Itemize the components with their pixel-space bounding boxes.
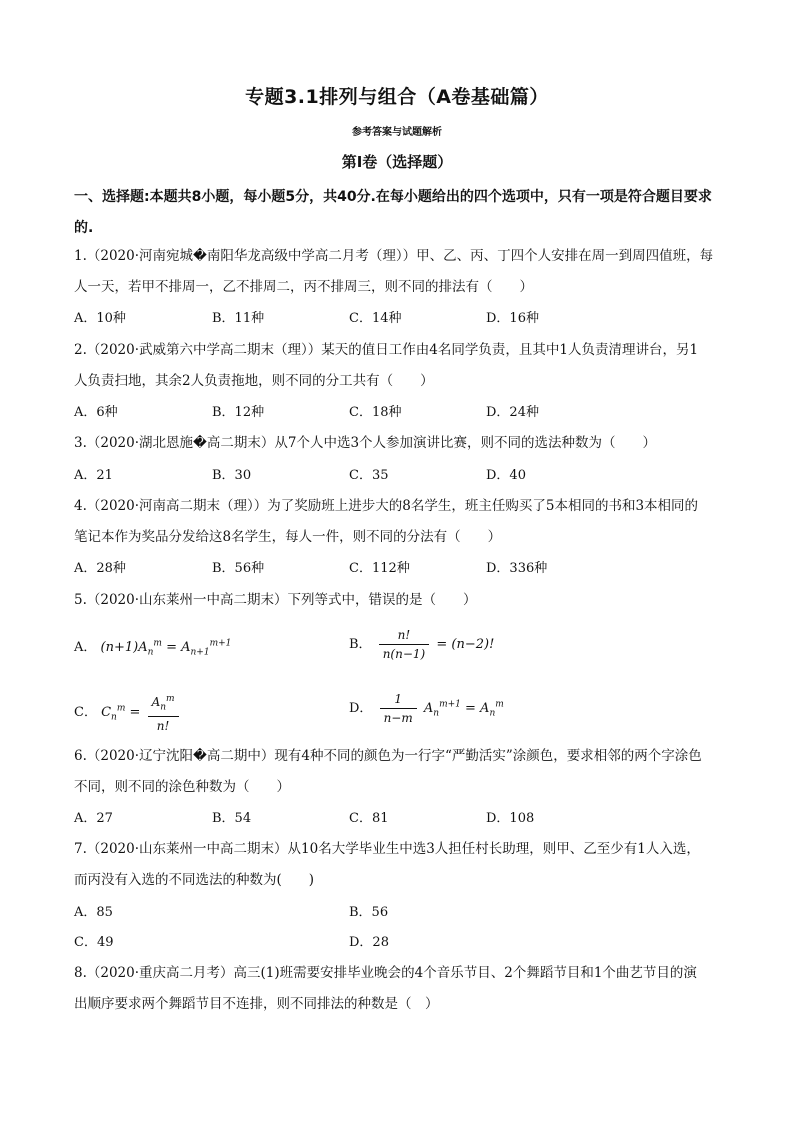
question-7-line2: 而丙没有入选的不同选法的种数为( ) <box>74 872 315 888</box>
question-2-option-b[interactable]: B．12种 <box>212 405 265 420</box>
question-3-option-d[interactable]: D．40 <box>486 468 526 483</box>
question-2-option-d[interactable]: D．24种 <box>486 405 539 420</box>
question-2-line1: 2.（2020·武威第六中学高二期末（理））某天的值日工作由4名同学负责，且其中1人负责清理讲台，另1 <box>74 342 699 358</box>
question-1-option-d[interactable]: D．16种 <box>486 311 539 326</box>
question-1-option-a[interactable]: A．10种 <box>74 311 126 326</box>
question-5-option-c-label: C． <box>74 705 97 721</box>
question-4-line2: 笔记本作为奖品分发给这8名学生，每人一件，则不同的分法有（ ） <box>74 529 502 545</box>
question-5-option-c[interactable] <box>74 690 182 735</box>
question-6-option-d[interactable]: D．108 <box>486 811 535 826</box>
question-6-option-b[interactable]: B．54 <box>212 811 252 826</box>
question-6 <box>74 741 724 803</box>
question-4-option-a[interactable]: A．28种 <box>74 561 126 576</box>
question-5-option-d-rhs: $A_n^{m+1} = A_n^m$ <box>423 699 504 719</box>
question-1-line1: 1.（2020·河南宛城�南阳华龙高级中学高二月考（理））甲、乙、丙、丁四个人安排在周一到周四值班，每 <box>74 248 714 264</box>
question-5-option-a-formula: $(n+1)A_n^m = A_{n+1}^{m+1}$ <box>100 638 232 658</box>
question-5-option-b-fraction: $\frac{n!}{n(n-1)}$ <box>379 626 430 663</box>
question-4-option-c[interactable]: C．112种 <box>349 561 410 576</box>
question-5-option-c-fraction: $\frac{A_n^m}{n!}$ <box>148 690 179 735</box>
question-7-option-c[interactable]: C．49 <box>74 935 114 950</box>
question-5-option-d[interactable] <box>349 690 504 727</box>
question-5-option-b-rhs: = (n−2)! <box>436 637 495 652</box>
question-1 <box>74 241 724 303</box>
question-5-line1: 5.（2020·山东莱州一中高二期末）下列等式中，错误的是（ ） <box>74 592 477 608</box>
question-3-option-c[interactable]: C．35 <box>349 468 389 483</box>
question-5-option-a[interactable] <box>74 636 231 658</box>
question-7-option-d[interactable]: D．28 <box>349 935 389 950</box>
question-7-options-row1 <box>74 901 724 923</box>
question-7-options-row2 <box>74 931 724 953</box>
question-5-options-row2 <box>74 692 724 734</box>
question-5-option-b[interactable] <box>349 626 494 663</box>
question-5-option-d-fraction: $\frac{1}{n-m}$ <box>380 690 417 727</box>
question-1-option-c[interactable]: C．14种 <box>349 311 402 326</box>
question-1-option-b[interactable]: B．11种 <box>212 311 265 326</box>
question-7 <box>74 834 724 896</box>
question-4-line1: 4.（2020·河南高二期末（理））为了奖励班上进步大的8名学生，班主任购买了5本相同的书和3本相同的 <box>74 498 699 514</box>
section-heading <box>74 182 724 244</box>
question-6-line1: 6.（2020·辽宁沈阳�高二期中）现有4种不同的颜色为一行字“严勤活实”涂颜色，要求相邻的两个字涂色 <box>74 748 702 764</box>
volume-heading: 第Ⅰ卷（选择题） <box>341 153 453 171</box>
question-2-option-c[interactable]: C．18种 <box>349 405 402 420</box>
question-8-line2: 出顺序要求两个舞蹈节目不连排，则不同排法的种数是（ ） <box>74 996 439 1012</box>
question-5-option-b-label: B． <box>349 637 372 652</box>
question-1-options <box>74 307 724 329</box>
question-3-options <box>74 464 724 486</box>
question-6-option-c[interactable]: C．81 <box>349 811 389 826</box>
section-heading-line2: 的. <box>74 220 94 236</box>
question-7-option-a[interactable]: A．85 <box>74 905 113 920</box>
question-2 <box>74 335 724 397</box>
question-6-line2: 不同，则不同的涂色种数为（ ） <box>74 779 290 795</box>
question-5-option-c-lhs: $C_n^m$ = <box>101 703 141 723</box>
question-5-option-d-label: D． <box>349 701 373 716</box>
question-4-option-b[interactable]: B．56种 <box>212 561 265 576</box>
question-8-line1: 8.（2020·重庆高二月考）高三(1)班需要安排毕业晚会的4个音乐节目、2个舞蹈节目和1个曲艺节目的演 <box>74 965 697 981</box>
question-5 <box>74 585 724 616</box>
question-5-option-a-label: A． <box>74 640 97 655</box>
question-7-option-b[interactable]: B．56 <box>349 905 389 920</box>
question-8 <box>74 958 724 1020</box>
question-4 <box>74 491 724 553</box>
question-3-line1: 3.（2020·湖北恩施�高二期末）从7个人中选3个人参加演讲比赛，则不同的选法种数为（ ） <box>74 435 657 451</box>
question-3 <box>74 428 724 459</box>
question-6-option-a[interactable]: A．27 <box>74 811 113 826</box>
question-4-option-d[interactable]: D．336种 <box>486 561 548 576</box>
question-2-options <box>74 401 724 423</box>
question-3-option-b[interactable]: B．30 <box>212 468 252 483</box>
question-6-options <box>74 807 724 829</box>
question-1-line2: 人一天，若甲不排周一，乙不排周二，丙不排周三，则不同的排法有（ ） <box>74 279 533 295</box>
document-subtitle: 参考答案与试题解析 <box>352 127 442 138</box>
section-heading-line1: 一、选择题:本题共8小题，每小题5分，共40分.在每小题给出的四个选项中，只有一项是符合题目要求 <box>74 189 712 205</box>
document-title: 专题3.1排列与组合（A卷基础篇） <box>245 86 549 108</box>
question-2-option-a[interactable]: A．6种 <box>74 405 118 420</box>
question-2-line2: 人负责扫地，其余2人负责拖地，则不同的分工共有（ ） <box>74 373 434 389</box>
question-7-line1: 7.（2020·山东莱州一中高二期末）从10名大学毕业生中选3人担任村长助理，则甲、乙至少有1人入选， <box>74 841 700 857</box>
question-3-option-a[interactable]: A．21 <box>74 468 113 483</box>
question-5-options-row1 <box>74 628 724 666</box>
question-4-options <box>74 557 724 579</box>
